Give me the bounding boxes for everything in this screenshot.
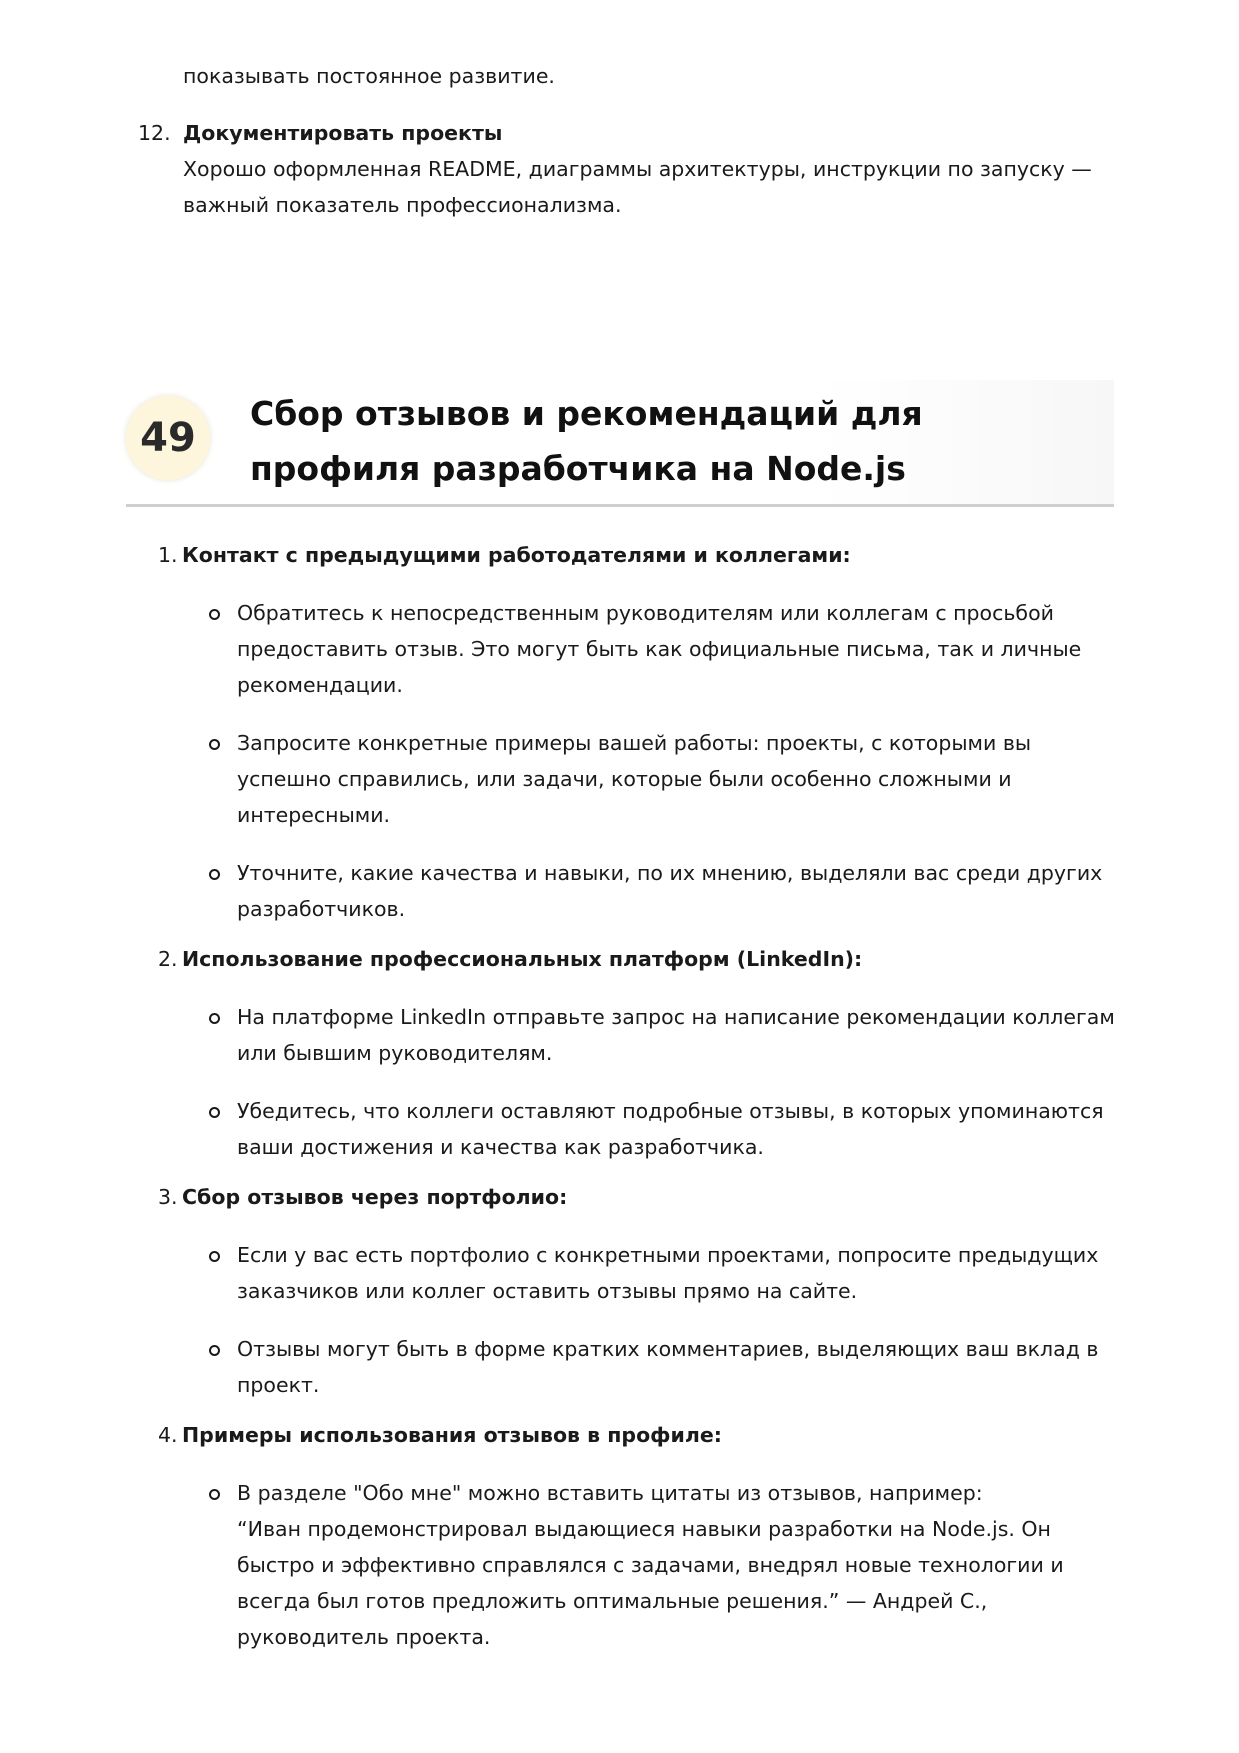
list-item-body	[183, 115, 1098, 223]
circle-bullet-icon	[209, 609, 220, 620]
section-content	[158, 537, 1118, 1669]
sub-list-text: На платформе LinkedIn отправьте запрос на написание рекомендации коллегам или бывшим руководителям.	[237, 1005, 1115, 1065]
sub-list-item	[208, 1237, 1118, 1309]
sub-list-text: В разделе "Обо мне" можно вставить цитаты из отзывов, например:	[237, 1481, 983, 1505]
section-title: Сбор отзывов и рекомендаций для профиля разработчика на Node.js	[250, 394, 923, 488]
list-item-head	[158, 1417, 1118, 1453]
list-item-title: Контакт с предыдущими работодателями и коллегами:	[182, 543, 851, 567]
list-item-head	[158, 537, 1118, 573]
list-item-2	[158, 941, 1118, 1165]
previous-section-tail	[138, 58, 1098, 223]
list-item-1	[158, 537, 1118, 927]
circle-bullet-icon	[209, 1107, 220, 1118]
testimonial-quote: “Иван продемонстрировал выдающиеся навыки разработки на Node.js. Он быстро и эффективно справлялся с задачами, внедрял новые технологии и всегда был готов предложить оптимальные решения.” — Андрей С., руководитель проекта.	[237, 1517, 1064, 1649]
circle-bullet-icon	[209, 869, 220, 880]
list-item-3	[158, 1179, 1118, 1403]
sub-list-item	[208, 1331, 1118, 1403]
sub-list	[158, 595, 1118, 927]
list-item-title: Использование профессиональных платформ (LinkedIn):	[182, 947, 863, 971]
sub-list-item	[208, 595, 1118, 703]
sub-list-text: Если у вас есть портфолио с конкретными проектами, попросите предыдущих заказчиков или коллег оставить отзывы прямо на сайте.	[237, 1243, 1099, 1303]
list-item-4	[158, 1417, 1118, 1655]
list-item-12	[138, 115, 1098, 223]
list-item-head	[158, 941, 1118, 977]
list-item-title: Сбор отзывов через портфолио:	[182, 1185, 568, 1209]
list-item-title: Примеры использования отзывов в профиле:	[182, 1423, 723, 1447]
sub-list-text: Убедитесь, что коллеги оставляют подробные отзывы, в которых упоминаются ваши достижения и качества как разработчика.	[237, 1099, 1104, 1159]
section-number-badge: 49	[126, 396, 210, 480]
section-header	[126, 380, 1114, 507]
sub-list-text: Отзывы могут быть в форме кратких комментариев, выделяющих ваш вклад в проект.	[237, 1337, 1099, 1397]
sub-list-item	[208, 1475, 1118, 1655]
sub-list-text: Обратитесь к непосредственным руководителям или коллегам с просьбой предоставить отзыв. Это могут быть как официальные письма, так и личные рекомендации.	[237, 601, 1082, 697]
circle-bullet-icon	[209, 1251, 220, 1262]
list-item-title: Документировать проекты	[183, 121, 503, 145]
sub-list-item	[208, 999, 1118, 1071]
sub-list-text: Запросите конкретные примеры вашей работы: проекты, с которыми вы успешно справились, или задачи, которые были особенно сложными и интересными.	[237, 731, 1032, 827]
sub-list	[158, 1475, 1118, 1655]
circle-bullet-icon	[209, 1013, 220, 1024]
sub-list	[158, 1237, 1118, 1403]
sub-list-item	[208, 1093, 1118, 1165]
list-number: 2.	[158, 947, 178, 971]
sub-list-text: Уточните, какие качества и навыки, по их мнению, выделяли вас среди других разработчиков.	[237, 861, 1103, 921]
list-number: 3.	[158, 1185, 178, 1209]
list-number: 1.	[158, 543, 178, 567]
list-number: 4.	[158, 1423, 178, 1447]
sub-list-item	[208, 855, 1118, 927]
circle-bullet-icon	[209, 739, 220, 750]
list-item-text: Хорошо оформленная README, диаграммы архитектуры, инструкции по запуску — важный показатель профессионализма.	[183, 157, 1092, 217]
circle-bullet-icon	[209, 1489, 220, 1500]
continued-line: показывать постоянное развитие.	[183, 64, 555, 88]
list-number: 12.	[138, 121, 171, 145]
sub-list	[158, 999, 1118, 1165]
circle-bullet-icon	[209, 1345, 220, 1356]
sub-list-item	[208, 725, 1118, 833]
list-item-head	[158, 1179, 1118, 1215]
